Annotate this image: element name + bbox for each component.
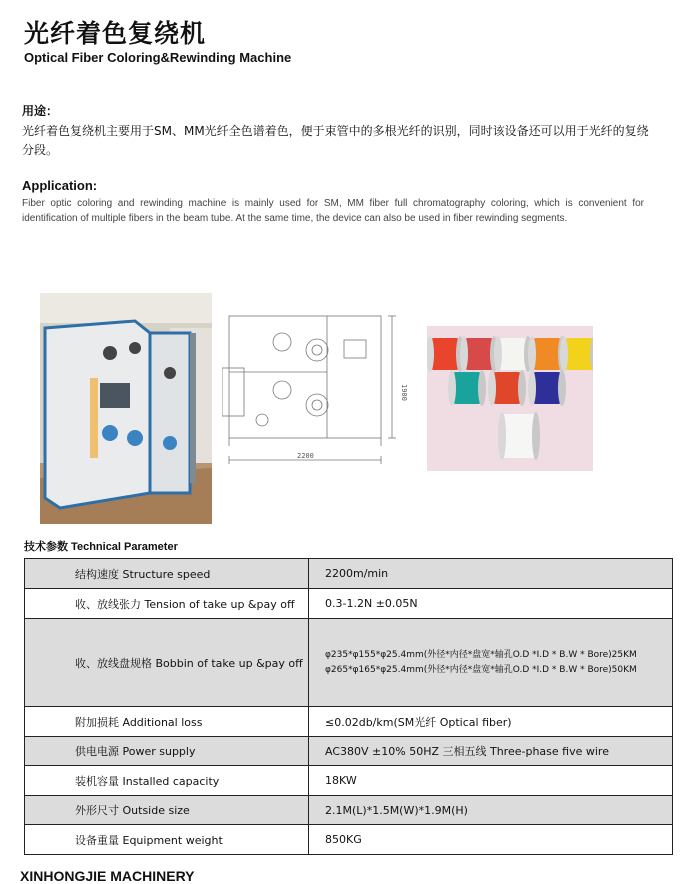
spool xyxy=(560,336,593,372)
table-row xyxy=(25,589,673,619)
table-row xyxy=(25,766,673,796)
table-row xyxy=(25,737,673,766)
page-title-cn: 光纤着色复绕机 xyxy=(24,19,207,48)
machine-photo xyxy=(40,293,212,524)
table-row xyxy=(25,707,673,737)
param-label: 结构速度 Structure speed xyxy=(25,559,309,589)
param-label: 供电电源 Power supply xyxy=(25,737,309,766)
footer-company-name: XINHONGJIE MACHINERY xyxy=(20,868,195,884)
drawing-width-label: 2200 xyxy=(297,452,314,460)
param-value xyxy=(309,619,673,707)
spool xyxy=(498,412,540,460)
fiber-spools-photo xyxy=(427,326,593,471)
param-label: 外形尺寸 Outside size xyxy=(25,796,309,825)
param-label: 设备重量 Equipment weight xyxy=(25,825,309,855)
param-value-line: φ265*φ165*φ25.4mm(外径*内径*盘宽*轴孔O.D *I.D * B.W * Bore)50KM xyxy=(325,664,637,675)
table-row xyxy=(25,796,673,825)
param-value: ≤0.02db/km(SM光纤 Optical fiber) xyxy=(309,707,673,737)
param-value: 850KG xyxy=(309,825,673,855)
param-value: 0.3-1.2N ±0.05N xyxy=(309,589,673,619)
spool xyxy=(494,336,532,372)
param-label: 附加损耗 Additional loss xyxy=(25,707,309,737)
drawing-height-label: 1900 xyxy=(400,384,408,401)
spool xyxy=(427,336,464,372)
table-row xyxy=(25,619,673,707)
usage-text: 光纤着色复绕机主要用于SM、MM光纤全色谱着色，便于束管中的多根光纤的识别，同时该设备还可以用于光纤的复绕分段。 xyxy=(22,124,649,157)
spool xyxy=(448,370,486,406)
param-label: 收、放线张力 Tension of take up &pay off xyxy=(25,589,309,619)
page-title-en: Optical Fiber Coloring&Rewinding Machine xyxy=(24,50,292,65)
spool xyxy=(528,370,566,406)
spool xyxy=(488,370,526,406)
technical-drawing xyxy=(222,310,412,475)
spool xyxy=(460,336,498,372)
param-value: 2.1M(L)*1.5M(W)*1.9M(H) xyxy=(309,796,673,825)
technical-parameter-table xyxy=(24,558,673,855)
param-value-line: φ235*φ155*φ25.4mm(外径*内径*盘宽*轴孔O.D *I.D * B.W * Bore)25KM xyxy=(325,649,637,660)
table-row xyxy=(25,559,673,589)
table-row xyxy=(25,825,673,855)
technical-parameter-title: 技术参数 Technical Parameter xyxy=(24,541,178,553)
usage-heading: 用途： xyxy=(22,104,59,118)
param-label: 收、放线盘规格 Bobbin of take up &pay off xyxy=(25,619,309,707)
param-value: AC380V ±10% 50HZ 三相五线 Three-phase five wire xyxy=(309,737,673,766)
application-heading: Application: xyxy=(22,178,98,193)
param-value: 18KW xyxy=(309,766,673,796)
param-value: 2200m/min xyxy=(309,559,673,589)
param-label: 装机容量 Installed capacity xyxy=(25,766,309,796)
application-text: Fiber optic coloring and rewinding machine is mainly used for SM, MM fiber full chromatography coloring, which is convenient for identification of multiple fibers in the beam tube. At the same time, the device can also be used in fiber rewinding segments. xyxy=(22,198,644,224)
